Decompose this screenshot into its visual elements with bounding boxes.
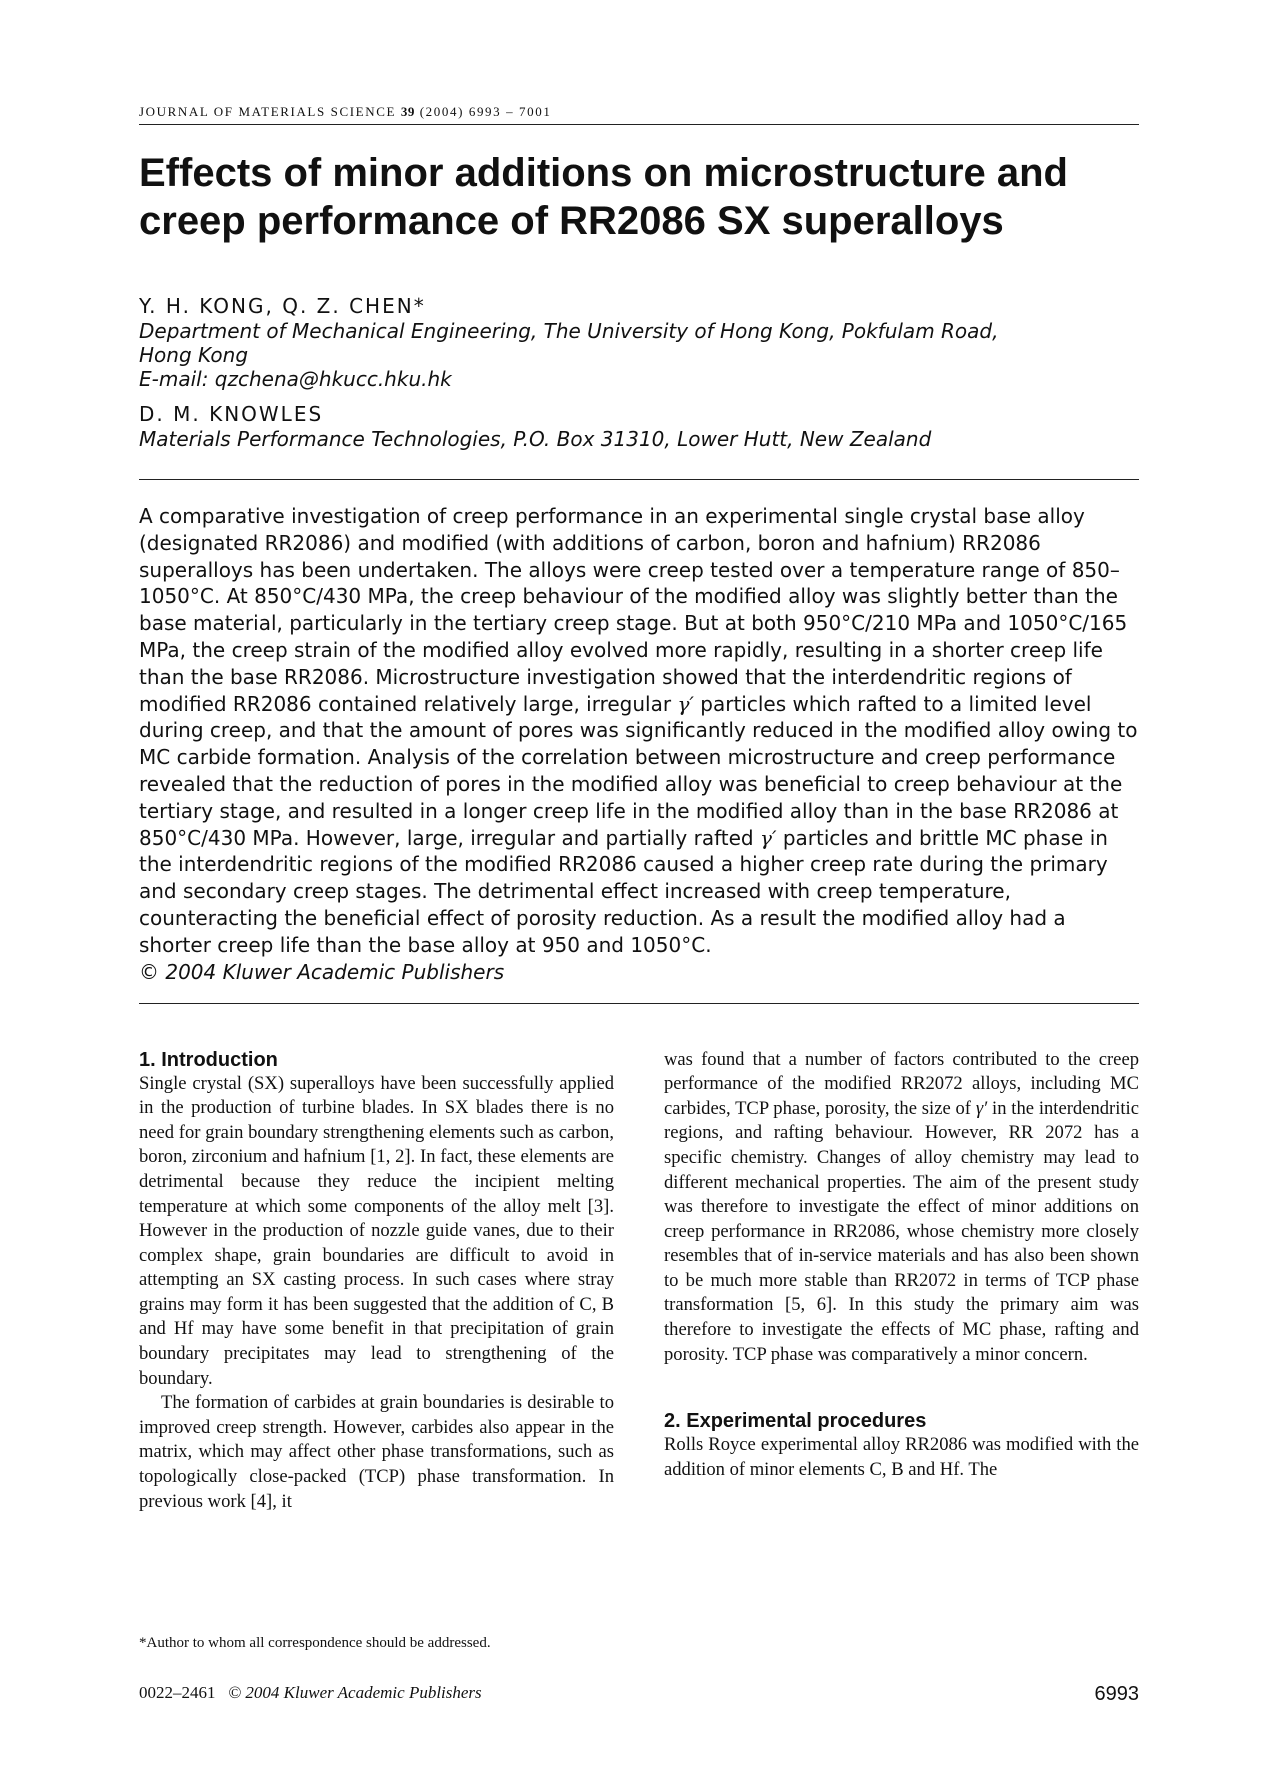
journal-pages: (2004) 6993 – 7001 bbox=[419, 104, 552, 119]
footer-publisher: © 2004 Kluwer Academic Publishers bbox=[228, 1683, 482, 1702]
abstract-text-1: A comparative investigation of creep performance in an experimental single crystal base alloy (designated RR2086) and modified (with additions of carbon, boron and hafnium) RR2086 superalloys has been undertaken. The alloys were creep tested over a temperature range of 850–1050°C. At 850°C/430 MPa, the creep behaviour of the modified alloy was slightly better than the base material, particularly in the tertiary creep stage. But at both 950°C/210 MPa and 1050°C/165 MPa, the creep strain of the modified alloy evolved more rapidly, resulting in a shorter creep life than the base RR2086. Microstructure investigation showed that the interdendritic regions of modified RR2086 contained relatively large, irregular bbox=[139, 504, 1128, 716]
author-email: E-mail: qzchena@hkucc.hku.hk bbox=[139, 367, 452, 391]
page-footer bbox=[139, 1683, 1139, 1706]
gamma-prime-symbol: γ′ bbox=[759, 825, 777, 850]
paper-title: Effects of minor additions on microstructure and creep performance of RR2086 SX superalloys bbox=[139, 151, 1068, 243]
abstract-text-3: particles and brittle MC phase in the interdendritic regions of the modified RR2086 caused a higher creep rate during the primary and secondary creep stages. The detrimental effect increased with creep temperature, counteracting the beneficial effect of porosity reduction. As a result the modified alloy had a shorter creep life than the base alloy at 950 and 1050°C. bbox=[139, 825, 1108, 957]
right-column bbox=[664, 1048, 1139, 1515]
journal-volume: 39 bbox=[400, 104, 415, 119]
intro-paragraph-1: Single crystal (SX) superalloys have been successfully applied in the production of turbine blades. In SX blades there is no need for grain boundary strengthening elements such as carbon, boron, zirconium and hafnium [1, 2]. In fact, these elements are detrimental because they reduce the incipient melting temperature at which some components of the alloy melt [3]. However in the production of nozzle guide vanes, due to their complex shape, grain boundaries are difficult to avoid in attempting an SX casting process. In such cases where stray grains may form it has been suggested that the addition of C, B and Hf may have some benefit in that precipitation of grain boundary precipitates may lead to strengthening of the boundary. bbox=[139, 1072, 614, 1389]
body-columns bbox=[139, 1048, 1139, 1515]
gamma-prime-symbol: γ′ bbox=[975, 1097, 988, 1119]
issn: 0022–2461 bbox=[139, 1683, 216, 1702]
abstract-bottom-rule bbox=[139, 1003, 1139, 1004]
section-heading-experimental: 2. Experimental procedures bbox=[664, 1410, 927, 1433]
paper-page bbox=[139, 104, 1139, 1514]
author-footnote: *Author to whom all correspondence should be addressed. bbox=[139, 1635, 491, 1651]
page-number: 6993 bbox=[1094, 1683, 1139, 1705]
intro-paragraph-continued bbox=[664, 1048, 1139, 1368]
author-group-2: D. M. KNOWLES bbox=[139, 402, 324, 426]
affiliation-1-line-2: Hong Kong bbox=[139, 343, 249, 367]
left-column bbox=[139, 1048, 614, 1515]
abstract-top-rule bbox=[139, 479, 1139, 480]
footer-left bbox=[139, 1683, 482, 1706]
affiliation-1-line-1: Department of Mechanical Engineering, The University of Hong Kong, Pokfulam Road, bbox=[139, 319, 999, 343]
author-group-1: Y. H. KONG, Q. Z. CHEN* bbox=[139, 294, 426, 318]
intro-continued-text-2: in the interdendritic regions, and rafting behaviour. However, RR 2072 has a specific chemistry. Changes of alloy chemistry may lead to different mechanical properties. The aim of the present study was therefore to investigate the effect of minor additions on creep performance in RR2086, whose chemistry more closely resembles that of in-service materials and has also been shown to be much more stable than RR2072 in terms of TCP phase transformation [5, 6]. In this study the primary aim was therefore to investigate the effects of MC phase, rafting and porosity. TCP phase was comparatively a minor concern. bbox=[664, 1097, 1139, 1365]
abstract bbox=[139, 503, 1139, 959]
intro-paragraph-2: The formation of carbides at grain boundaries is desirable to improved creep strength. However, carbides also appear in the matrix, which may affect other phase transformations, such as topologically close-packed (TCP) phase transformation. In previous work [4], it bbox=[139, 1392, 614, 1512]
section-heading-introduction: 1. Introduction bbox=[139, 1048, 278, 1071]
abstract-copyright: © 2004 Kluwer Academic Publishers bbox=[139, 959, 505, 984]
intro-continued-text-1: was found that a number of factors contributed to the creep performance of the modified RR2072 alloys, including MC carbides, TCP phase, porosity, the size of bbox=[664, 1048, 1139, 1119]
experimental-paragraph-1: Rolls Royce experimental alloy RR2086 was modified with the addition of minor elements C, B and Hf. The bbox=[664, 1434, 1139, 1480]
abstract-text-2: particles which rafted to a limited level during creep, and that the amount of pores was significantly reduced in the modified alloy owing to MC carbide formation. Analysis of the correlation between microstructure and creep performance revealed that the reduction of pores in the modified alloy was beneficial to creep behaviour at the tertiary stage, and resulted in a longer creep life in the modified alloy than in the base RR2086 at 850°C/430 MPa. However, large, irregular and partially rafted bbox=[139, 691, 1138, 850]
journal-name: JOURNAL OF MATERIALS SCIENCE bbox=[139, 104, 397, 119]
running-head bbox=[139, 104, 1139, 125]
gamma-prime-symbol: γ′ bbox=[677, 691, 694, 716]
affiliation-2: Materials Performance Technologies, P.O. Box 31310, Lower Hutt, New Zealand bbox=[139, 427, 932, 451]
